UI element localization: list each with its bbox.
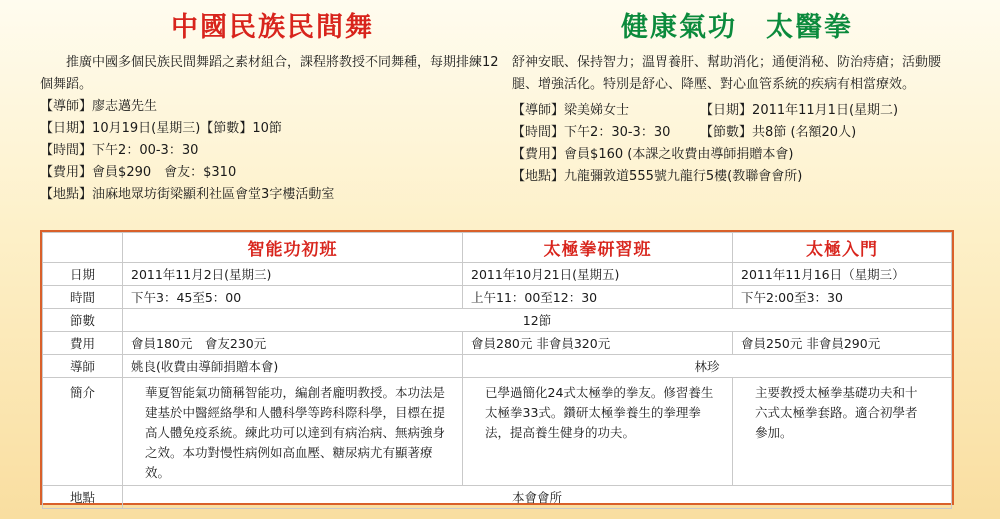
header-corner: [43, 233, 123, 263]
qigong-title: 健康氣功 太醫拳: [621, 12, 853, 43]
cell-date: 2011年11月2日(星期三): [123, 263, 463, 286]
dance-title: 中國民族民間舞: [171, 12, 374, 43]
header-course-zhineng: 智能功初班: [123, 233, 463, 263]
course-schedule-table: [40, 230, 954, 505]
row-label-date: 日期: [43, 263, 123, 286]
intro-text-taiji-intro: 主要教授太極拳基礎功夫和十六式太極拳套路。適合初學者參加。: [755, 385, 918, 440]
cell-sessions: 12節: [123, 309, 952, 332]
row-label-venue: 地點: [43, 486, 123, 509]
table-header-row: [43, 233, 952, 263]
table-row-fee: [43, 332, 952, 355]
table-row-sessions: [43, 309, 952, 332]
cell-fee: 會員250元 非會員290元: [733, 332, 952, 355]
qigong-date: 【日期】2011年11月1日(星期二): [700, 103, 899, 118]
table-row-date: [43, 263, 952, 286]
cell-intro: [123, 378, 463, 486]
table-row-instructor: [43, 355, 952, 378]
intro-text-taiji-study: 已學過簡化24式太極拳的拳友。修習養生太極拳33式。鑽研太極拳養生的拳理拳法，提高養生健身的功夫。: [485, 385, 714, 440]
table-row-venue: [43, 486, 952, 509]
qigong-panel: [512, 10, 962, 188]
header-course-taiji-intro: 太極入門: [733, 233, 952, 263]
header-course-taiji-study: 太極拳研習班: [463, 233, 733, 263]
cell-date: 2011年11月16日（星期三）: [733, 263, 952, 286]
dance-panel: [40, 10, 505, 206]
row-label-sessions: 節數: [43, 309, 123, 332]
cell-instructor: 姚良(收費由導師捐贈本會): [123, 355, 463, 378]
table-row-time: [43, 286, 952, 309]
cell-time: 下午3：45至5：00: [123, 286, 463, 309]
qigong-info: [512, 100, 962, 188]
dance-time: 【時間】下午2：00-3：30: [40, 143, 199, 158]
cell-instructor: 林珍: [463, 355, 952, 378]
cell-time: 下午2:00至3：30: [733, 286, 952, 309]
row-label-intro: 簡介: [43, 378, 123, 486]
qigong-sessions: 【節數】共8節 (名額20人): [700, 125, 857, 140]
cell-date: 2011年10月21日(星期五): [463, 263, 733, 286]
row-label-time: 時間: [43, 286, 123, 309]
table-row-intro: [43, 378, 952, 486]
row-label-instructor: 導師: [43, 355, 123, 378]
qigong-venue: 【地點】九龍彌敦道555號九龍行5樓(教聯會會所): [512, 169, 803, 184]
dance-instructor: 【導師】廖志邁先生: [40, 99, 158, 114]
qigong-fee: 【費用】會員$160 (本課之收費由導師捐贈本會): [512, 147, 794, 162]
qigong-intro: 舒神安眠、保持智力；溫胃養肝、幫助消化；通便消秘、防治痔瘡；活動腰腿、增強活化。特別是舒心、降壓、對心血管系統的疾病有相當療效。: [512, 55, 942, 92]
intro-text-zhineng: 華夏智能氣功簡稱智能功，編創者龐明教授。本功法是建基於中醫經絡學和人體科學等跨科際科學，目標在提高人體免疫系統。練此功可以達到有病治病、無病強身之效。本功對慢性病例如高血壓、糖尿病尤有顯著療效。: [145, 385, 446, 480]
dance-date: 【日期】10月19日(星期三)【節數】10節: [40, 121, 282, 136]
cell-intro: [463, 378, 733, 486]
dance-intro: 推廣中國多個民族民間舞蹈之素材組合，課程將教授不同舞種，每期排練12個舞蹈。: [40, 55, 499, 92]
qigong-instructor: 【導師】梁美娣女士: [512, 103, 630, 118]
cell-venue: 本會會所: [123, 486, 952, 509]
cell-fee: 會員280元 非會員320元: [463, 332, 733, 355]
qigong-time: 【時間】下午2：30-3：30: [512, 125, 671, 140]
cell-fee: 會員180元 會友230元: [123, 332, 463, 355]
dance-fee: 【費用】會員$290 會友：$310: [40, 165, 237, 180]
row-label-fee: 費用: [43, 332, 123, 355]
dance-venue: 【地點】油麻地眾坊街梁顯利社區會堂3字樓活動室: [40, 187, 335, 202]
cell-intro: [733, 378, 952, 486]
cell-time: 上午11：00至12：30: [463, 286, 733, 309]
